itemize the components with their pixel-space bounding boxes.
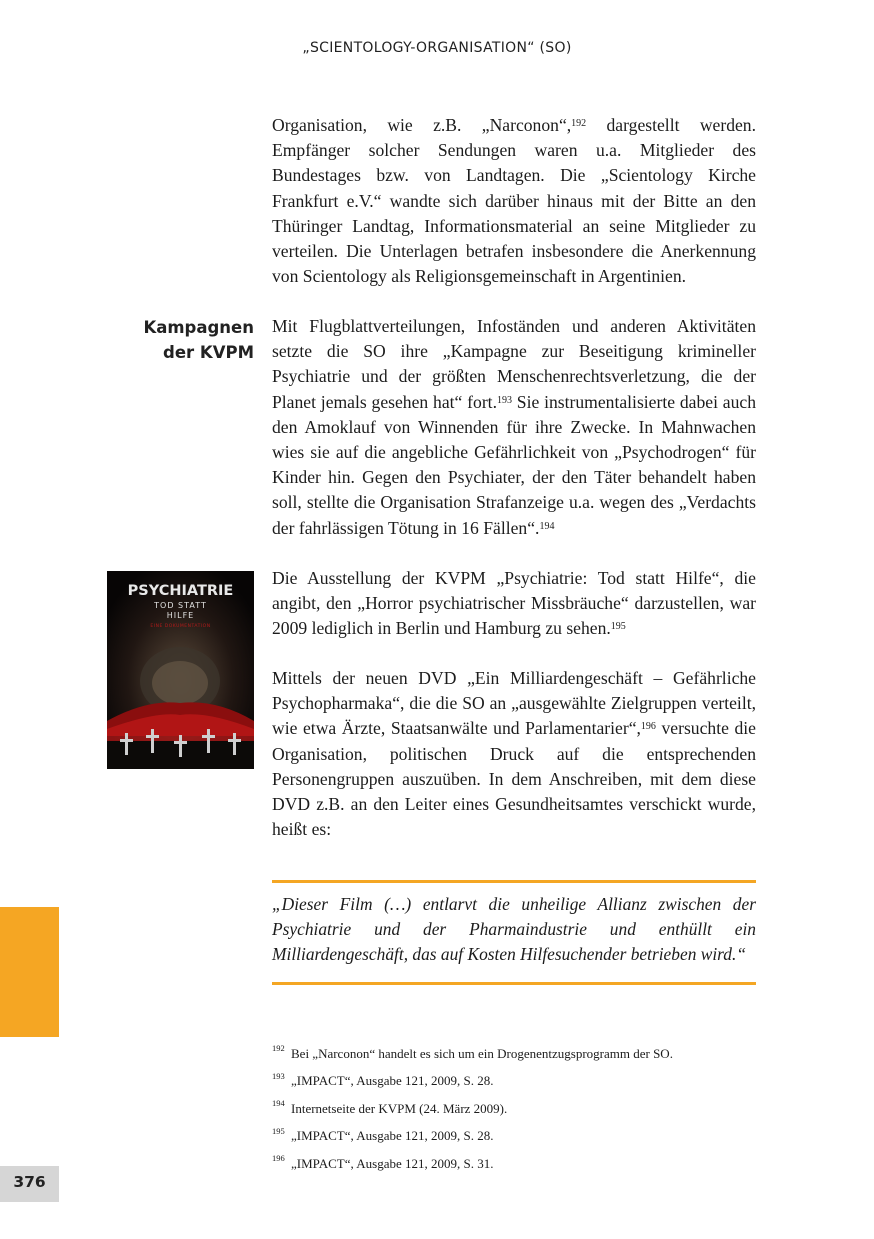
para2-text-b: Sie instrumentalisierte dabei auch den Amoklauf von Winnenden für ihre Zwecke. In Mahnwachen wies sie auf die angebliche Gefährlichkeit von „Psychodrogen“ für Kinder hin. Gegen den Psychiater, der den Täter behandelt haben soll, stellte die Organisation Strafanzeige u.a. wegen des „Verdachts der fahrlässigen Tötung in 16 Fällen“. <box>272 391 756 538</box>
footnote-ref-192[interactable]: 192 <box>571 118 587 129</box>
side-heading-line-2: der KVPM <box>163 343 254 362</box>
footnote-193 <box>272 1068 756 1096</box>
footnote-text: „IMPACT“, Ausgabe 121, 2009, S. 28. <box>291 1128 494 1144</box>
body-paragraph-2 <box>272 314 756 541</box>
footnote-number: 192 <box>272 1043 285 1053</box>
block-quote: „Dieser Film (…) entlarvt die unheilige Allianz zwischen der Psychiatrie und der Pharmaindustrie und enthüllt ein Milliardengeschäft, das auf Kosten Hilfesuchender betrieben wird.“ <box>272 880 756 985</box>
footnote-196 <box>272 1150 756 1178</box>
footnote-ref-194[interactable]: 194 <box>539 520 555 532</box>
cover-line-2: TOD STATT <box>154 601 207 610</box>
footnote-text: „IMPACT“, Ausgabe 121, 2009, S. 28. <box>291 1073 494 1089</box>
side-heading-line-1: Kampagnen <box>143 318 254 337</box>
footnote-ref-195[interactable]: 195 <box>610 621 626 633</box>
dvd-cover-image <box>107 571 254 769</box>
chapter-tab <box>0 907 59 1037</box>
para4-text-a: Mittels der neuen DVD „Ein Milliardengeschäft – Gefährliche Psychopharmaka“, die die SO an „ausgewählte Zielgruppen verteilt, wie etwa Ärzte, Staatsanwälte und Parlamentarier“, <box>272 668 756 739</box>
footnote-number: 194 <box>272 1098 285 1108</box>
para2-text-a: Mit Flugblattverteilungen, Infoständen und anderen Aktivitäten setzte die SO ihre „Kampagne zur Beseitigung krimineller Psychiatrie und der größten Menschenrechtsverletzung, die der Planet jemals gesehen hat“ fort. <box>272 316 756 412</box>
para1-text-b: dargestellt werden. Empfänger solcher Sendungen waren u.a. Mitglieder des Bundestages bzw. von Landtagen. Die „Scientology Kirche Frankfurt e.V.“ wandte sich darüber hinaus mit der Bitte an den Thüringer Landtag, Informationsmaterial an seine Mitglieder zu verteilen. Die Unterlagen betrafen insbesondere die Anerkennung von Scientology als Religionsgemeinschaft in Argentinien. <box>272 115 756 287</box>
para1-text-a: Organisation, wie z.B. „Narconon“, <box>272 115 572 135</box>
footnote-text: „IMPACT“, Ausgabe 121, 2009, S. 31. <box>291 1155 494 1171</box>
footnote-number: 196 <box>272 1153 285 1163</box>
side-heading <box>100 315 254 365</box>
footnote-ref-196[interactable]: 196 <box>640 721 656 733</box>
footnotes <box>272 1040 756 1178</box>
footnote-194 <box>272 1095 756 1123</box>
body-paragraph-3 <box>272 566 756 642</box>
footnote-number: 195 <box>272 1125 285 1136</box>
footnote-195 <box>272 1123 756 1151</box>
para4-text-b: versuchte die Organisation, politischen Druck auf die entsprechenden Personengruppen auszuüben. In dem Anschreiben, mit dem diese DVD z.B. an den Leiter eines Gesundheitsamtes verschickt wurde, heißt es: <box>272 718 756 840</box>
cover-title: PSYCHIATRIE <box>127 583 234 599</box>
body-paragraph-1 <box>272 113 756 289</box>
footnote-text: Internetseite der KVPM (24. März 2009). <box>291 1100 508 1116</box>
footnote-text: Bei „Narconon“ handelt es sich um ein Drogenentzugsprogramm der SO. <box>291 1045 673 1061</box>
running-head: „SCIENTOLOGY-ORGANISATION“ (SO) <box>302 40 572 56</box>
para3-text: Die Ausstellung der KVPM „Psychiatrie: Tod statt Hilfe“, die angibt, den „Horror psychiatrischer Missbräuche“ darzustellen, war 2009 lediglich in Berlin und Hamburg zu sehen. <box>272 568 756 639</box>
page-number: 376 <box>0 1166 59 1202</box>
cover-line-3: HILFE <box>166 611 195 620</box>
footnote-ref-193[interactable]: 193 <box>496 394 512 406</box>
cover-line-4: EINE DOKUMENTATION <box>150 624 211 629</box>
body-paragraph-4 <box>272 666 756 842</box>
footnote-number: 193 <box>272 1070 285 1081</box>
dvd-cover-artwork <box>107 571 254 769</box>
footnote-192 <box>272 1040 756 1068</box>
